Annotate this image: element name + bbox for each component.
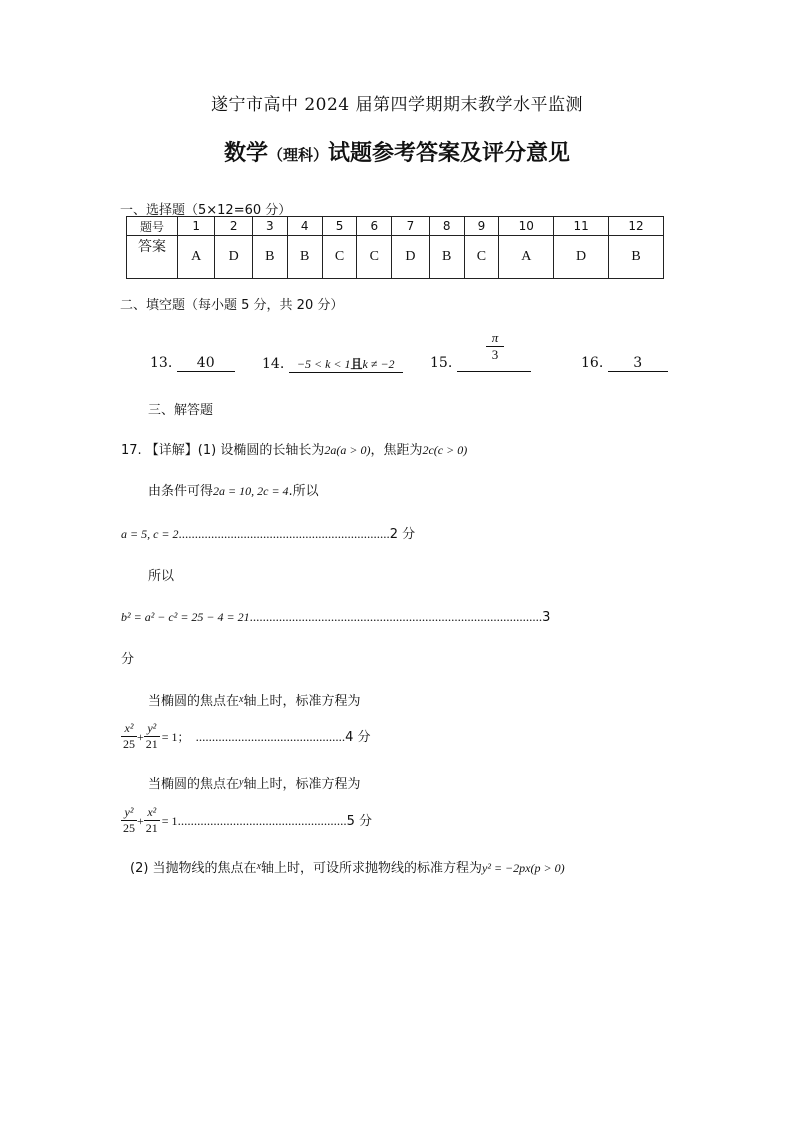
- axis-var: x: [239, 694, 244, 705]
- question-number: 3: [252, 217, 287, 236]
- answer-cell: B: [287, 236, 322, 279]
- q15-denominator: 3: [491, 347, 499, 362]
- q15-numerator: π: [486, 330, 504, 347]
- case-text: 当椭圆的焦点在: [148, 694, 240, 709]
- answer-cell: B: [429, 236, 464, 279]
- answer-cell: C: [357, 236, 392, 279]
- q15-label: 15.: [430, 355, 453, 371]
- exam-title-line2: [0, 136, 794, 167]
- answer-cell: C: [322, 236, 357, 279]
- score-mark: 2 分: [389, 527, 416, 542]
- q13-answer: 40: [177, 355, 235, 372]
- question-number: 7: [392, 217, 429, 236]
- q16-answer: 3: [608, 355, 668, 372]
- q14-answer-and: 且: [350, 357, 363, 371]
- part2-text: 轴上时，可设所求抛物线的标准方程为: [261, 861, 483, 876]
- equation-y-focus: $\frac{\text{y²}}{25}$ + $\frac{\text{x²}}{21}$ = 1....................................................5 分: [123, 805, 372, 835]
- denominator: 25: [123, 737, 135, 751]
- fraction: [144, 805, 160, 836]
- answer-cell: A: [499, 236, 554, 279]
- question-number: 1: [178, 217, 215, 236]
- score-mark: 5 分: [346, 814, 372, 829]
- denominator: 21: [145, 737, 158, 751]
- leader-dots: .................................................................: [178, 526, 390, 541]
- numerator: x²: [121, 721, 137, 737]
- numerator: y²: [144, 721, 160, 737]
- q17-heading: 17. 【详解】(1) 设椭圆的长轴长为: [121, 443, 325, 458]
- numerator: y²: [121, 805, 137, 821]
- leader-dots: ..............................................: [195, 729, 346, 744]
- q17-major-axis: 2a(a > 0): [324, 443, 371, 457]
- leader-dots: ....................................................: [177, 813, 347, 828]
- case-text: 轴上时，标准方程为: [243, 777, 361, 792]
- equation-x-focus: $\frac{\text{x²}}{25}$ + $\frac{\text{y²}}{21}$ = 1； ..............................................4 分: [123, 721, 371, 751]
- document-title: 试题参考答案及评分意见: [328, 140, 571, 166]
- answer-cell: A: [178, 236, 215, 279]
- equation-tail: = 1: [161, 814, 178, 828]
- case-text: 当椭圆的焦点在: [148, 777, 240, 792]
- step-b2: [121, 606, 550, 625]
- condition-text: 由条件可得: [148, 484, 214, 499]
- answer-cell: D: [554, 236, 609, 279]
- step-ac-math: a = 5, c = 2: [121, 527, 179, 541]
- fraction: [121, 721, 137, 752]
- suoyi-text: 所以: [148, 569, 175, 584]
- section1-title: 一、选择题（5×12=60 分）: [120, 203, 292, 218]
- question-number: 4: [287, 217, 322, 236]
- row-label-question: 题号: [127, 217, 178, 236]
- section2-title: 二、填空题（每小题 5 分，共 20 分）: [120, 298, 344, 313]
- q14-answer-exclusion: k ≠ −2: [362, 357, 395, 371]
- fraction: [121, 805, 137, 836]
- question-number: 9: [464, 217, 499, 236]
- fill-q13: [150, 355, 235, 372]
- case-x-axis: [148, 690, 360, 709]
- exam-title-line1: 遂宁市高中 2024 届第四学期期末教学水平监测: [210, 95, 584, 115]
- q13-label: 13.: [150, 355, 173, 371]
- question-number: 8: [429, 217, 464, 236]
- case-text: 轴上时，标准方程为: [243, 694, 361, 709]
- question-number: 12: [609, 217, 664, 236]
- answer-table: [126, 216, 664, 279]
- answer-row: [127, 236, 664, 279]
- leader-dots: ..........................................................................................: [249, 609, 543, 624]
- q17-condition: [148, 480, 319, 499]
- step-b2-math: b² = a² − c² = 25 − 4 = 21: [121, 610, 250, 624]
- fill-q14: [262, 355, 403, 373]
- answer-cell: B: [609, 236, 664, 279]
- axis-var: x: [256, 861, 262, 872]
- condition-so: .所以: [288, 484, 319, 499]
- part2-statement: [130, 857, 565, 876]
- subject-name: 数学: [223, 140, 268, 166]
- part2-text: (2) 当抛物线的焦点在: [130, 861, 257, 876]
- score-mark: 3: [542, 610, 551, 625]
- condition-math: 2a = 10, 2c = 4: [213, 484, 289, 498]
- axis-var: y: [239, 777, 244, 788]
- score-unit: 分: [121, 652, 135, 667]
- subject-branch: （理科）: [267, 146, 328, 164]
- case-y-axis: [148, 773, 360, 792]
- fill-q16: [581, 355, 668, 372]
- q16-label: 16.: [581, 355, 604, 371]
- question-number: 10: [499, 217, 554, 236]
- question-number-row: [127, 217, 664, 236]
- q17-intro: [121, 439, 467, 458]
- equation-tail: = 1；: [161, 730, 190, 744]
- answer-cell: B: [252, 236, 287, 279]
- parabola-equation: y² = −2px(p > 0): [482, 861, 565, 875]
- q14-answer: [289, 355, 403, 373]
- answer-cell: D: [392, 236, 429, 279]
- q14-label: 14.: [262, 356, 285, 372]
- q14-answer-range: −5 < k < 1: [296, 357, 351, 371]
- answer-cell: D: [215, 236, 252, 279]
- answer-cell: C: [464, 236, 499, 279]
- fraction: [144, 721, 160, 752]
- step-ac: [121, 523, 415, 542]
- q17-focal-label: ，焦距为: [370, 443, 423, 458]
- question-number: 6: [357, 217, 392, 236]
- section3-title: 三、解答题: [148, 403, 214, 418]
- question-number: 11: [554, 217, 609, 236]
- score-mark: 4 分: [345, 730, 371, 745]
- q17-focal-length: 2c(c > 0): [422, 443, 468, 457]
- question-number: 2: [215, 217, 252, 236]
- q15-answer-fraction: [486, 330, 504, 363]
- row-label-answer: 答案: [127, 236, 178, 279]
- denominator: 21: [145, 821, 158, 835]
- fill-q15: [430, 355, 531, 372]
- question-number: 5: [322, 217, 357, 236]
- numerator: x²: [144, 805, 160, 821]
- denominator: 25: [123, 821, 135, 835]
